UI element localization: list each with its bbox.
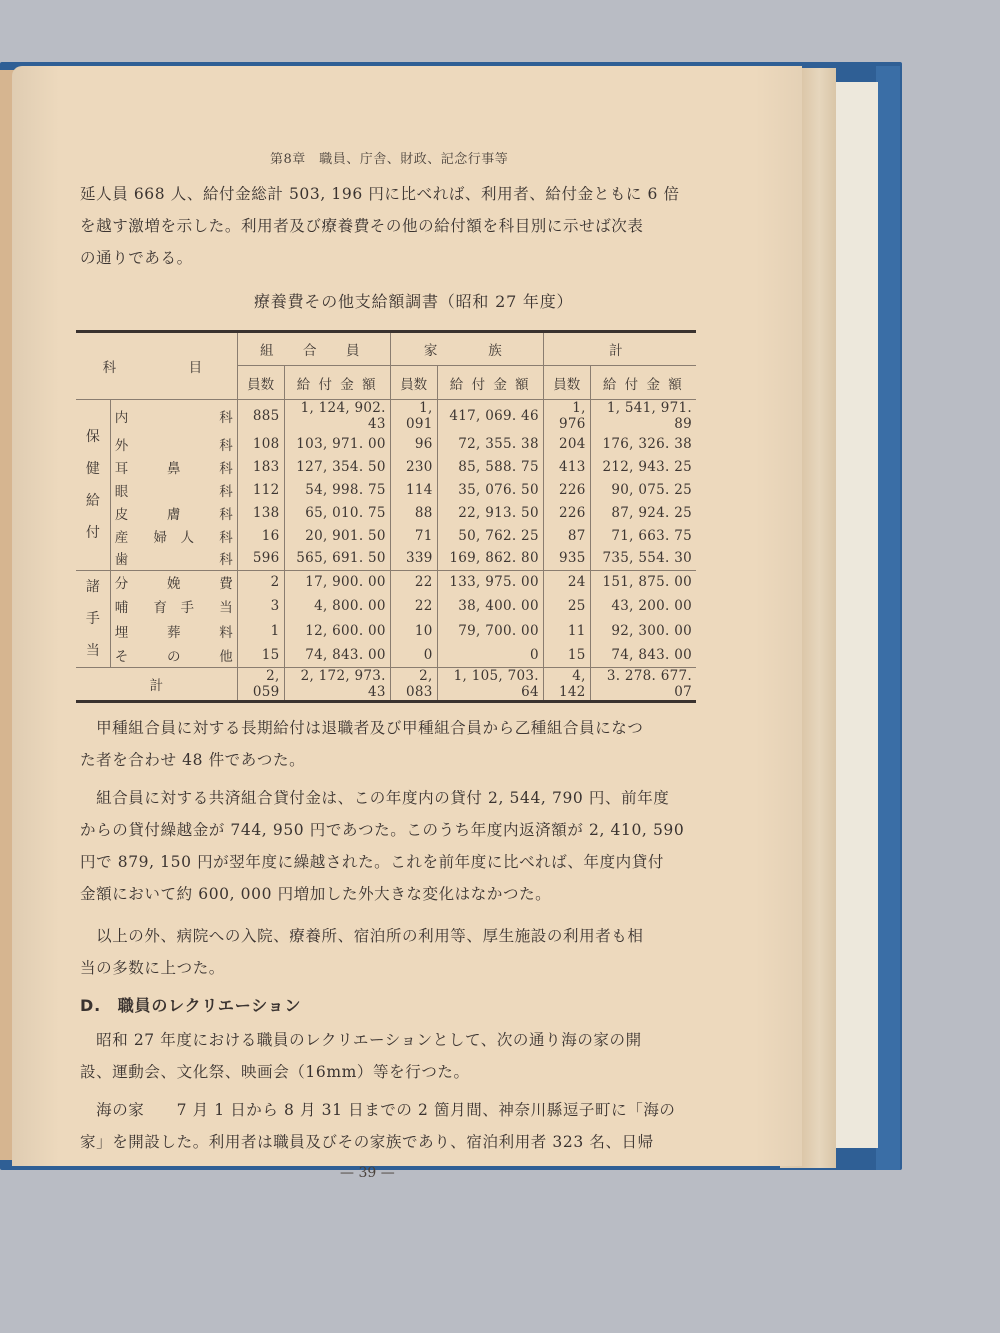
m-count-cell: 183 <box>237 455 284 478</box>
table-row <box>76 547 696 570</box>
book-cover-edge <box>876 66 900 1170</box>
header-amount: 給 付 金 額 <box>590 366 696 400</box>
subject-char: 他 <box>219 648 233 665</box>
m-count-cell: 16 <box>237 524 284 547</box>
subject-cell <box>110 594 237 618</box>
table-row <box>76 501 696 524</box>
t-count-cell: 11 <box>543 619 590 643</box>
f-amount-cell: 35, 076. 50 <box>437 478 543 501</box>
subject-char: 科 <box>219 506 233 523</box>
section-heading: D. 職員のレクリエーション <box>80 996 302 1015</box>
f-amount-cell: 0 <box>437 643 543 667</box>
f-amount-cell: 133, 975. 00 <box>437 570 543 594</box>
f-count-cell: 1, 091 <box>390 400 437 433</box>
t-amount-cell: 151, 875. 00 <box>590 570 696 594</box>
t-count-cell: 413 <box>543 455 590 478</box>
t-amount-cell: 92, 300. 00 <box>590 619 696 643</box>
m-count-cell: 2 <box>237 570 284 594</box>
table-row <box>76 478 696 501</box>
table-row <box>76 524 696 547</box>
f-amount-cell: 72, 355. 38 <box>437 432 543 455</box>
table-row <box>76 432 696 455</box>
subject-char: 外 <box>114 437 129 454</box>
subject-char: 分 <box>114 576 129 593</box>
m-amount-cell: 127, 354. 50 <box>284 455 390 478</box>
table-body <box>76 400 696 702</box>
m-count-cell: 15 <box>237 643 284 667</box>
f-amount-cell: 50, 762. 25 <box>437 524 543 547</box>
paragraph <box>80 782 702 910</box>
text-line: 以上の外、病院への入院、療養所、宿泊所の利用等、厚生施設の利用者も相 <box>80 927 644 945</box>
group-label <box>76 400 110 571</box>
table-title: 療養費その他支給額調書（昭和 27 年度） <box>254 292 574 311</box>
total-t-amount-cell: 3. 278. 677. 07 <box>590 667 696 701</box>
f-amount-cell: 417, 069. 46 <box>437 400 543 433</box>
subject-cell <box>110 570 237 594</box>
subject-char: 耳 <box>114 460 129 477</box>
t-count-cell: 1, 976 <box>543 400 590 433</box>
paragraph <box>80 1024 702 1088</box>
subject-char: 葬 <box>166 624 181 641</box>
m-count-cell: 3 <box>237 594 284 618</box>
table-row <box>76 643 696 667</box>
paragraph <box>80 712 702 776</box>
t-amount-cell: 1, 541, 971. 89 <box>590 400 696 433</box>
subject-char: 科 <box>219 460 233 477</box>
subject-char: 育 手 <box>153 600 194 617</box>
subject-cell <box>110 455 237 478</box>
header-total: 計 <box>543 332 696 366</box>
t-amount-cell: 176, 326. 38 <box>590 432 696 455</box>
f-count-cell: 22 <box>390 570 437 594</box>
t-count-cell: 15 <box>543 643 590 667</box>
subject-cell <box>110 524 237 547</box>
f-count-cell: 114 <box>390 478 437 501</box>
total-m-amount-cell: 2, 172, 973. 43 <box>284 667 390 701</box>
subject-char: 科 <box>219 529 233 546</box>
total-f-count-cell: 2, 083 <box>390 667 437 701</box>
paragraph <box>80 1094 702 1158</box>
text-line: 甲種組合員に対する長期給付は退職者及び甲種組合員から乙種組合員になつ <box>80 719 644 737</box>
header-amount: 給 付 金 額 <box>284 366 390 400</box>
m-count-cell: 112 <box>237 478 284 501</box>
text-line: 当の多数に上つた。 <box>80 959 225 977</box>
subject-char: 眼 <box>114 483 129 500</box>
total-m-count-cell: 2, 059 <box>237 667 284 701</box>
total-t-count-cell: 4, 142 <box>543 667 590 701</box>
subject-char: 内 <box>114 410 129 426</box>
text-line: 海の家 7 月 1 日から 8 月 31 日までの 2 箇月間、神奈川縣逗子町に「海の <box>80 1101 676 1119</box>
m-amount-cell: 4, 800. 00 <box>284 594 390 618</box>
f-count-cell: 88 <box>390 501 437 524</box>
subject-cell <box>110 619 237 643</box>
group-label-char: 付 <box>85 524 100 541</box>
m-count-cell: 138 <box>237 501 284 524</box>
group-label-char: 手 <box>85 610 100 627</box>
text-line: 昭和 27 年度における職員のレクリエーションとして、次の通り海の家の開 <box>80 1031 642 1049</box>
m-amount-cell: 17, 900. 00 <box>284 570 390 594</box>
m-amount-cell: 54, 998. 75 <box>284 478 390 501</box>
text-line: 延人員 668 人、給付金総計 503, 196 円に比べれば、利用者、給付金ともに 6 倍 <box>80 185 680 203</box>
text-line: 家」を開設した。利用者は職員及びその家族であり、宿泊利用者 323 名、日帰 <box>80 1133 654 1151</box>
t-count-cell: 226 <box>543 501 590 524</box>
page-number: — 39 — <box>340 1165 395 1181</box>
subject-cell <box>110 501 237 524</box>
subject-char: 婦 人 <box>153 529 194 546</box>
total-label: 計 <box>149 677 164 694</box>
m-amount-cell: 20, 901. 50 <box>284 524 390 547</box>
subject-char: 膚 <box>166 506 181 523</box>
f-amount-cell: 79, 700. 00 <box>437 619 543 643</box>
table-row <box>76 594 696 618</box>
text-line: の通りである。 <box>80 249 193 267</box>
table-row <box>76 400 696 433</box>
t-count-cell: 935 <box>543 547 590 570</box>
paragraph <box>80 920 702 984</box>
subject-char: 歯 <box>114 552 129 569</box>
m-count-cell: 108 <box>237 432 284 455</box>
f-count-cell: 10 <box>390 619 437 643</box>
t-amount-cell: 74, 843. 00 <box>590 643 696 667</box>
header-count: 員数 <box>543 366 590 400</box>
text-line: た者を合わせ 48 件であつた。 <box>80 751 306 769</box>
f-count-cell: 230 <box>390 455 437 478</box>
subject-char: 料 <box>219 624 233 641</box>
table-row <box>76 619 696 643</box>
m-amount-cell: 1, 124, 902. 43 <box>284 400 390 433</box>
f-amount-cell: 38, 400. 00 <box>437 594 543 618</box>
text-line: 円で 879, 150 円が翌年度に繰越された。これを前年度に比べれば、年度内貸付 <box>80 853 664 871</box>
m-amount-cell: 65, 010. 75 <box>284 501 390 524</box>
header-amount: 給 付 金 額 <box>437 366 543 400</box>
running-head: 第8章 職員、庁舎、財政、記念行事等 <box>270 152 509 167</box>
text-line: 金額において約 600, 000 円増加した外大きな変化はなかつた。 <box>80 885 552 903</box>
t-count-cell: 204 <box>543 432 590 455</box>
group-label-char: 諸 <box>85 578 100 595</box>
subject-char: 皮 <box>114 506 129 523</box>
group-label-char: 保 <box>85 428 100 445</box>
text-line: からの貸付繰越金が 744, 950 円であつた。このうち年度内返済額が 2, 410, 590 <box>80 821 685 839</box>
group-label-char: 健 <box>85 460 100 477</box>
t-count-cell: 25 <box>543 594 590 618</box>
subject-char: 娩 <box>166 576 181 593</box>
t-amount-cell: 43, 200. 00 <box>590 594 696 618</box>
endpaper <box>832 82 878 1148</box>
subject-cell <box>110 478 237 501</box>
benefits-table <box>76 330 696 703</box>
t-amount-cell: 71, 663. 75 <box>590 524 696 547</box>
f-count-cell: 22 <box>390 594 437 618</box>
f-count-cell: 339 <box>390 547 437 570</box>
subject-char: の <box>166 648 181 665</box>
header-members: 組 合 員 <box>237 332 390 366</box>
subject-cell <box>110 547 237 570</box>
f-count-cell: 71 <box>390 524 437 547</box>
t-amount-cell: 90, 075. 25 <box>590 478 696 501</box>
f-count-cell: 96 <box>390 432 437 455</box>
m-amount-cell: 103, 971. 00 <box>284 432 390 455</box>
header-count: 員数 <box>237 366 284 400</box>
t-amount-cell: 87, 924. 25 <box>590 501 696 524</box>
subject-char: そ <box>114 648 129 665</box>
subject-cell <box>110 400 237 433</box>
subject-char: 産 <box>114 529 129 546</box>
m-amount-cell: 74, 843. 00 <box>284 643 390 667</box>
subject-char: 埋 <box>114 624 129 641</box>
text-line: 設、運動会、文化祭、映画会（16mm）等を行つた。 <box>80 1063 470 1081</box>
group-label-char: 給 <box>85 492 100 509</box>
group-label-char: 当 <box>85 642 100 659</box>
header-count: 員数 <box>390 366 437 400</box>
subject-cell <box>110 432 237 455</box>
t-count-cell: 87 <box>543 524 590 547</box>
f-count-cell: 0 <box>390 643 437 667</box>
subject-char: 科 <box>219 437 233 454</box>
m-count-cell: 885 <box>237 400 284 433</box>
table-total-row <box>76 667 696 701</box>
total-f-amount-cell: 1, 105, 703. 64 <box>437 667 543 701</box>
f-amount-cell: 22, 913. 50 <box>437 501 543 524</box>
text-line: 組合員に対する共済組合貸付金は、この年度内の貸付 2, 544, 790 円、前年度 <box>80 789 670 807</box>
header-family: 家 族 <box>390 332 543 366</box>
intro-paragraph <box>80 178 702 274</box>
subject-cell <box>110 643 237 667</box>
t-amount-cell: 212, 943. 25 <box>590 455 696 478</box>
subject-char: 科 <box>219 410 233 426</box>
header-subject: 科 目 <box>102 360 211 376</box>
t-count-cell: 226 <box>543 478 590 501</box>
subject-char: 費 <box>219 576 233 593</box>
text-line: を越す激増を示した。利用者及び療養費その他の給付額を科目別に示せば次表 <box>80 217 644 235</box>
table-row <box>76 455 696 478</box>
t-amount-cell: 735, 554. 30 <box>590 547 696 570</box>
group-label <box>76 570 110 667</box>
table-row <box>76 570 696 594</box>
subject-char: 哺 <box>114 600 129 617</box>
f-amount-cell: 85, 588. 75 <box>437 455 543 478</box>
m-amount-cell: 12, 600. 00 <box>284 619 390 643</box>
subject-char: 科 <box>219 483 233 500</box>
f-amount-cell: 169, 862. 80 <box>437 547 543 570</box>
subject-char: 当 <box>219 600 233 617</box>
m-count-cell: 1 <box>237 619 284 643</box>
t-count-cell: 24 <box>543 570 590 594</box>
m-amount-cell: 565, 691. 50 <box>284 547 390 570</box>
m-count-cell: 596 <box>237 547 284 570</box>
subject-char: 鼻 <box>166 460 181 477</box>
subject-char: 科 <box>219 552 233 569</box>
